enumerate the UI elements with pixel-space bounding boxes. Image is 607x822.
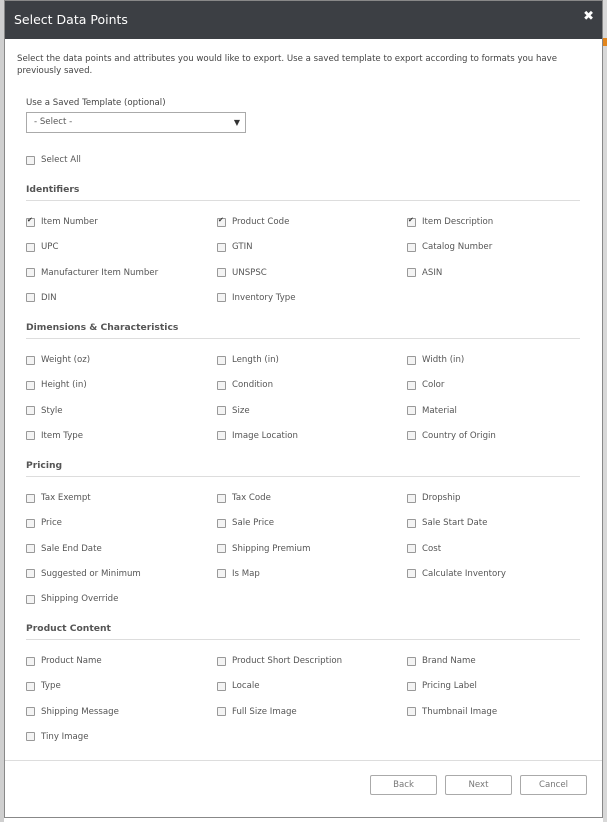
checkbox-box[interactable] bbox=[217, 544, 226, 553]
data-point-label: Locale bbox=[232, 681, 260, 692]
checkbox-box[interactable] bbox=[217, 268, 226, 277]
data-point-checkbox[interactable] bbox=[217, 293, 296, 303]
data-point-label: Style bbox=[41, 405, 63, 416]
data-point-label: Cost bbox=[422, 543, 442, 554]
checkbox-box[interactable] bbox=[26, 732, 35, 741]
data-point-checkbox[interactable] bbox=[26, 518, 62, 528]
data-point-checkbox[interactable] bbox=[217, 518, 274, 528]
checkbox-box[interactable] bbox=[407, 707, 416, 716]
checkbox-box[interactable] bbox=[217, 406, 226, 415]
data-point-label: Brand Name bbox=[422, 656, 476, 666]
data-point-checkbox[interactable] bbox=[26, 569, 141, 579]
data-point-checkbox[interactable] bbox=[407, 656, 476, 666]
data-point-checkbox[interactable] bbox=[217, 681, 260, 691]
select-data-points-dialog bbox=[4, 0, 603, 818]
checkbox-box[interactable] bbox=[26, 243, 35, 252]
checkbox-box[interactable] bbox=[26, 519, 35, 528]
data-point-checkbox[interactable] bbox=[26, 293, 57, 303]
data-point-checkbox[interactable] bbox=[407, 242, 492, 252]
data-point-checkbox[interactable] bbox=[407, 431, 496, 441]
dialog-body bbox=[5, 39, 602, 761]
data-point-checkbox[interactable] bbox=[26, 707, 119, 717]
checkbox-box[interactable] bbox=[217, 381, 226, 390]
template-select[interactable] bbox=[26, 112, 246, 133]
data-point-label: UPC bbox=[41, 242, 59, 253]
checkbox-box[interactable] bbox=[26, 494, 35, 503]
checkbox-box[interactable] bbox=[26, 156, 35, 165]
data-point-checkbox[interactable] bbox=[26, 242, 58, 252]
data-point-label: GTIN bbox=[232, 242, 253, 253]
checkbox-box[interactable] bbox=[407, 494, 416, 503]
data-point-label: Tax Code bbox=[232, 493, 271, 503]
dialog-header bbox=[5, 1, 602, 39]
checkbox-box[interactable] bbox=[217, 431, 226, 440]
checked-checkbox-icon[interactable] bbox=[407, 218, 416, 227]
checkbox-box[interactable] bbox=[407, 682, 416, 691]
intro-text: Select the data points and attributes you would like to export. Use a saved template to export according to formats you have previously saved. bbox=[17, 54, 558, 76]
checkbox-box[interactable] bbox=[217, 657, 226, 666]
checkbox-box[interactable] bbox=[217, 519, 226, 528]
back-button[interactable]: Back bbox=[370, 775, 437, 795]
checkbox-box[interactable] bbox=[26, 682, 35, 691]
close-icon[interactable]: ✖ bbox=[583, 9, 594, 24]
checkbox-box[interactable] bbox=[217, 356, 226, 365]
checkbox-box[interactable] bbox=[26, 657, 35, 666]
checkbox-box[interactable] bbox=[407, 406, 416, 415]
data-point-label: Suggested or Minimum bbox=[41, 568, 141, 579]
data-point-label: Country of Origin bbox=[422, 430, 496, 441]
section-title: Pricing bbox=[26, 460, 580, 477]
data-point-checkbox[interactable] bbox=[26, 594, 118, 604]
checkbox-box[interactable] bbox=[217, 682, 226, 691]
data-point-checkbox[interactable] bbox=[407, 569, 506, 579]
data-point-checkbox[interactable] bbox=[26, 681, 61, 691]
checkbox-box[interactable] bbox=[26, 431, 35, 440]
checkbox-box[interactable] bbox=[407, 268, 416, 277]
data-point-checkbox[interactable] bbox=[407, 406, 457, 416]
data-point-checkbox[interactable] bbox=[407, 268, 442, 278]
data-point-checkbox[interactable] bbox=[217, 355, 279, 365]
checkbox-box[interactable] bbox=[407, 569, 416, 578]
data-point-checkbox[interactable] bbox=[407, 355, 464, 365]
data-point-label: Is Map bbox=[232, 568, 260, 579]
data-point-label: Shipping Message bbox=[41, 706, 119, 717]
checkbox-box[interactable] bbox=[26, 569, 35, 578]
template-select-value: - Select - bbox=[34, 117, 73, 127]
data-point-label: Shipping Premium bbox=[232, 543, 311, 554]
checkbox-box[interactable] bbox=[407, 519, 416, 528]
data-point-label: Item Description bbox=[422, 217, 494, 227]
data-point-checkbox[interactable] bbox=[217, 707, 297, 717]
data-point-checkbox[interactable] bbox=[407, 217, 493, 227]
checkbox-box[interactable] bbox=[407, 356, 416, 365]
data-point-label: Condition bbox=[232, 380, 274, 391]
data-point-label: ASIN bbox=[422, 267, 443, 278]
checkbox-box[interactable] bbox=[26, 381, 35, 390]
caret-down-icon: ▼ bbox=[233, 118, 240, 127]
data-point-label: Calculate Inventory bbox=[422, 568, 506, 579]
data-point-label: DIN bbox=[41, 292, 57, 303]
checkbox-box[interactable] bbox=[217, 243, 226, 252]
checked-checkbox-icon[interactable] bbox=[217, 218, 226, 227]
checked-checkbox-icon[interactable] bbox=[26, 218, 35, 227]
checkbox-box[interactable] bbox=[217, 707, 226, 716]
data-point-checkbox[interactable] bbox=[26, 268, 158, 278]
data-point-checkbox[interactable] bbox=[407, 707, 497, 717]
checkbox-box[interactable] bbox=[407, 381, 416, 390]
checkbox-box[interactable] bbox=[26, 707, 35, 716]
data-point-checkbox[interactable] bbox=[407, 380, 444, 390]
data-point-label: Material bbox=[422, 405, 457, 416]
data-point-checkbox[interactable] bbox=[26, 493, 91, 503]
checkbox-box[interactable] bbox=[407, 544, 416, 553]
data-point-checkbox[interactable] bbox=[407, 518, 487, 528]
data-point-checkbox[interactable] bbox=[217, 380, 273, 390]
checkbox-box[interactable] bbox=[26, 595, 35, 604]
data-point-checkbox[interactable] bbox=[407, 493, 460, 503]
template-label: Use a Saved Template (optional) bbox=[26, 98, 166, 108]
data-point-label: Sale Start Date bbox=[422, 518, 488, 529]
data-point-label: Image Location bbox=[232, 430, 298, 441]
data-point-checkbox[interactable] bbox=[217, 544, 310, 554]
data-point-label: Pricing Label bbox=[422, 681, 477, 692]
checkbox-box[interactable] bbox=[407, 243, 416, 252]
checkbox-box[interactable] bbox=[26, 356, 35, 365]
section-title: Dimensions & Characteristics bbox=[26, 322, 580, 339]
data-point-label: UNSPSC bbox=[232, 267, 267, 278]
checkbox-box[interactable] bbox=[26, 406, 35, 415]
data-point-label: Product Short Description bbox=[232, 656, 343, 666]
data-point-checkbox[interactable] bbox=[217, 242, 253, 252]
data-point-label: Dropship bbox=[422, 493, 461, 503]
data-point-label: Size bbox=[232, 405, 250, 416]
checkbox-box[interactable] bbox=[26, 293, 35, 302]
data-point-label: Color bbox=[422, 380, 445, 391]
data-point-label: Thumbnail Image bbox=[422, 706, 498, 717]
background-page-right bbox=[603, 0, 607, 822]
data-point-checkbox[interactable] bbox=[217, 431, 298, 441]
data-point-label: Price bbox=[41, 518, 62, 529]
data-point-label: Product Name bbox=[41, 656, 102, 666]
data-point-checkbox[interactable] bbox=[407, 544, 441, 554]
data-point-label: Sale End Date bbox=[41, 543, 102, 554]
data-point-label: Item Type bbox=[41, 430, 84, 441]
data-point-label: Product Code bbox=[232, 217, 290, 227]
data-point-label: Tax Exempt bbox=[41, 493, 91, 503]
data-point-label: Sale Price bbox=[232, 518, 275, 529]
checkbox-box[interactable] bbox=[407, 657, 416, 666]
data-point-checkbox[interactable] bbox=[217, 406, 250, 416]
dialog-title: Select Data Points bbox=[14, 12, 128, 27]
data-point-label: Weight (oz) bbox=[41, 355, 91, 365]
data-point-checkbox[interactable] bbox=[26, 656, 102, 666]
data-point-label: Manufacturer Item Number bbox=[41, 267, 159, 278]
data-point-checkbox[interactable] bbox=[26, 544, 102, 554]
checkbox-box[interactable] bbox=[26, 544, 35, 553]
data-point-checkbox[interactable] bbox=[26, 217, 98, 227]
data-point-checkbox[interactable] bbox=[26, 431, 83, 441]
data-point-checkbox[interactable] bbox=[217, 217, 289, 227]
data-point-checkbox[interactable] bbox=[217, 268, 267, 278]
section-title: Identifiers bbox=[26, 184, 580, 201]
data-point-checkbox[interactable] bbox=[26, 355, 90, 365]
select-all-label: Select All bbox=[41, 155, 81, 165]
data-point-label: Full Size Image bbox=[232, 706, 297, 717]
data-point-label: Item Number bbox=[41, 217, 98, 227]
section-title: Product Content bbox=[26, 623, 580, 640]
data-point-checkbox[interactable] bbox=[217, 569, 260, 579]
checkbox-box[interactable] bbox=[217, 494, 226, 503]
data-point-checkbox[interactable] bbox=[217, 493, 271, 503]
cancel-button[interactable]: Cancel bbox=[520, 775, 587, 795]
dialog-footer bbox=[5, 760, 602, 817]
data-point-label: Type bbox=[41, 681, 61, 692]
checkbox-box[interactable] bbox=[217, 569, 226, 578]
checkbox-box[interactable] bbox=[26, 268, 35, 277]
data-point-label: Shipping Override bbox=[41, 594, 119, 605]
data-point-checkbox[interactable] bbox=[407, 681, 477, 691]
data-point-label: Height (in) bbox=[41, 380, 87, 391]
data-point-label: Width (in) bbox=[422, 355, 465, 365]
background-page-accent bbox=[603, 38, 607, 46]
next-button[interactable]: Next bbox=[445, 775, 512, 795]
checkbox-box[interactable] bbox=[407, 431, 416, 440]
data-point-label: Inventory Type bbox=[232, 292, 296, 303]
data-point-checkbox[interactable] bbox=[26, 732, 89, 742]
data-point-label: Catalog Number bbox=[422, 242, 493, 253]
checkbox-box[interactable] bbox=[217, 293, 226, 302]
select-all-checkbox[interactable] bbox=[26, 155, 81, 165]
data-point-checkbox[interactable] bbox=[26, 406, 63, 416]
data-point-label: Length (in) bbox=[232, 355, 279, 365]
data-point-label: Tiny Image bbox=[41, 731, 89, 742]
data-point-checkbox[interactable] bbox=[217, 656, 342, 666]
data-point-checkbox[interactable] bbox=[26, 380, 87, 390]
